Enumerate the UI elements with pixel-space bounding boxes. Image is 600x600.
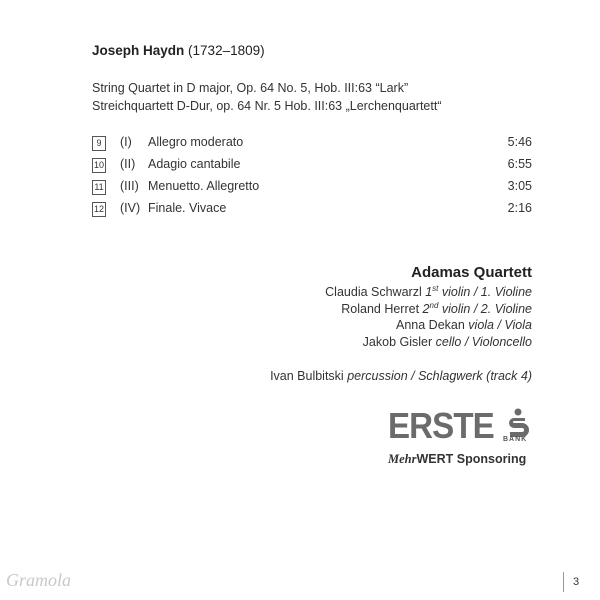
logo-bank-text: BANK <box>503 436 528 443</box>
tagline-wert: WERT <box>416 452 454 466</box>
guest-role: percussion / Schlagwerk (track 4) <box>347 369 532 383</box>
member-role: cello / Violoncello <box>435 335 532 349</box>
work-title-german: Streichquartett D-Dur, op. 64 Nr. 5 Hob. III:63 „Lerchenquartett“ <box>92 99 442 113</box>
sponsor-tagline <box>388 452 526 467</box>
member-ordinal-suffix: st <box>432 284 439 293</box>
track-movement: (I) <box>120 135 132 149</box>
guest-name: Ivan Bulbitski <box>270 369 344 383</box>
member-ordinal: 1 <box>425 285 433 300</box>
composer-dates: (1732–1809) <box>188 43 265 58</box>
guest-line <box>270 369 532 383</box>
track-duration: 3:05 <box>507 179 532 193</box>
tagline-mehr: Mehr <box>388 452 417 466</box>
track-number: 12 <box>92 202 106 217</box>
track-row <box>92 201 532 221</box>
page-number: 3 <box>573 576 580 588</box>
composer-name: Joseph Haydn <box>92 43 185 58</box>
footer-divider <box>563 572 564 592</box>
member-name: Roland Herret <box>341 302 420 317</box>
track-title: Adagio cantabile <box>148 157 241 171</box>
track-duration: 5:46 <box>507 135 532 149</box>
track-number: 11 <box>92 180 106 195</box>
member-role: violin / 2. Violine <box>441 302 532 317</box>
member-role: viola / Viola <box>468 318 532 332</box>
member-name: Claudia Schwarzl <box>325 285 422 300</box>
label-logo: Gramola <box>6 570 72 590</box>
track-movement: (IV) <box>120 201 141 215</box>
track-row <box>92 157 532 177</box>
member-name: Anna Dekan <box>396 318 465 332</box>
logo-wordmark: ERSTE <box>388 405 494 446</box>
track-duration: 2:16 <box>507 201 532 215</box>
member-line <box>325 284 532 299</box>
track-duration: 6:55 <box>507 157 532 171</box>
member-ordinal-suffix: nd <box>429 301 439 310</box>
track-number: 10 <box>92 158 106 173</box>
member-line <box>341 301 532 316</box>
track-title: Menuetto. Allegretto <box>148 179 260 193</box>
track-number: 9 <box>92 136 106 151</box>
member-name: Jakob Gisler <box>362 335 433 349</box>
track-title: Finale. Vivace <box>148 201 227 215</box>
tagline-sponsoring: Sponsoring <box>456 452 527 466</box>
track-movement: (II) <box>120 157 136 171</box>
member-line <box>396 318 532 332</box>
member-ordinal: 2 <box>422 302 430 317</box>
composer-heading <box>92 43 265 58</box>
track-row <box>92 179 532 199</box>
track-title: Allegro moderato <box>148 135 244 149</box>
ensemble-name: Adamas Quartett <box>411 264 532 281</box>
erste-bank-logo <box>388 406 534 476</box>
track-row <box>92 135 532 155</box>
track-movement: (III) <box>120 179 139 193</box>
member-role: violin / 1. Violine <box>441 285 532 300</box>
work-title-english: String Quartet in D major, Op. 64 No. 5, Hob. III:63 “Lark” <box>92 81 409 95</box>
member-line <box>363 335 532 349</box>
